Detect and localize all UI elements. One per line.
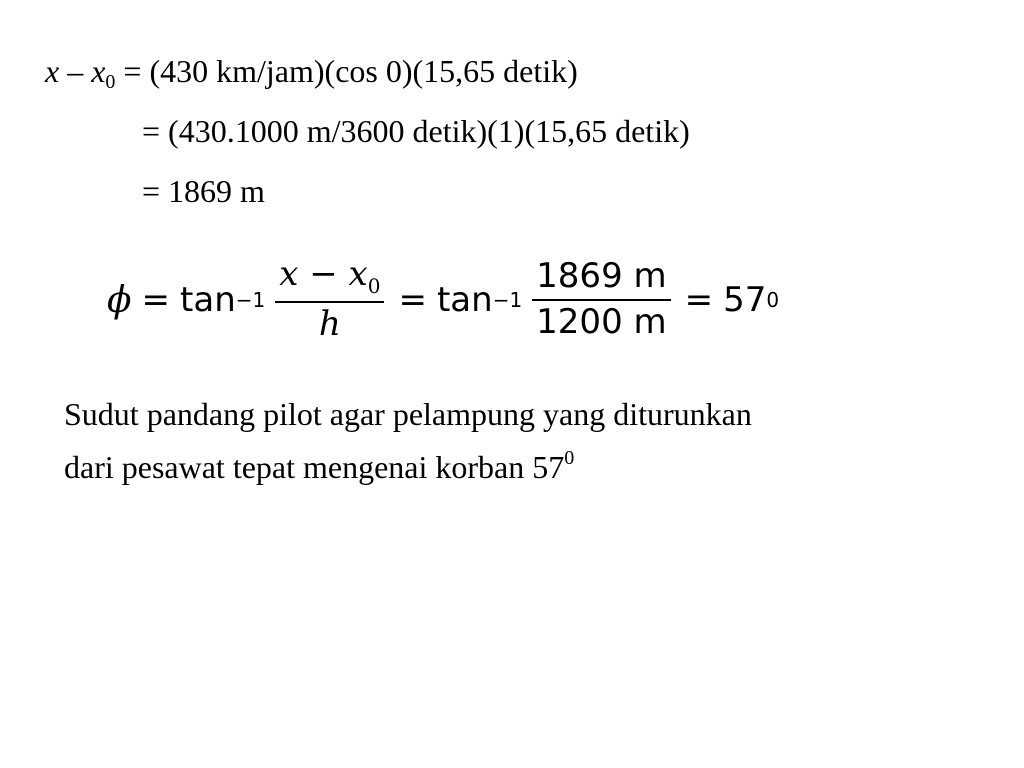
equals-sign-3: =: [684, 280, 714, 320]
calc-line-3: = 1869 m: [142, 173, 265, 209]
formula-result: 57: [723, 280, 767, 320]
calc-line-1-rhs: = (430 km/jam)(cos 0)(15,65 detik): [115, 53, 578, 89]
lhs-variable-x: x: [45, 53, 60, 89]
fraction-symbolic-denominator: h: [318, 304, 341, 345]
numerator-subscript: 0: [367, 274, 381, 299]
calc-line-1: [45, 55, 578, 92]
conclusion-line-2: [64, 436, 964, 489]
fraction-symbolic: [275, 254, 384, 345]
fraction-numeric: [532, 256, 670, 342]
calc-line-2: = (430.1000 m/3600 detik)(1)(15,65 detik): [142, 113, 690, 149]
tan-function-1: tan: [180, 280, 236, 320]
conclusion-line-2-text: dari pesawat tepat mengenai korban 57: [64, 449, 565, 485]
lhs-variable-x0: x: [91, 53, 106, 89]
conclusion-line-1: Sudut pandang pilot agar pelampung yang diturunkan: [64, 396, 752, 432]
tan-function-2: tan: [436, 280, 493, 320]
angle-formula: [107, 252, 779, 348]
tan-inverse-exponent-1: −1: [235, 288, 266, 312]
formula-result-degree: 0: [766, 288, 780, 312]
conclusion-degree: 0: [564, 447, 575, 469]
numerator-x: x: [279, 254, 299, 295]
equals-sign-1: =: [141, 280, 171, 320]
fraction-numeric-numerator: 1869 m: [532, 259, 670, 301]
lhs-minus: –: [59, 53, 92, 89]
lhs-subscript: 0: [105, 71, 116, 93]
numerator-x0: x: [348, 254, 368, 295]
conclusion-text: [64, 392, 964, 489]
tan-inverse-exponent-2: −1: [492, 288, 523, 312]
fraction-symbolic-numerator: [275, 254, 384, 303]
phi-symbol: ϕ: [107, 279, 132, 321]
equals-sign-2: =: [398, 280, 427, 320]
numerator-minus: −: [298, 254, 349, 295]
fraction-numeric-denominator: 1200 m: [536, 302, 667, 342]
